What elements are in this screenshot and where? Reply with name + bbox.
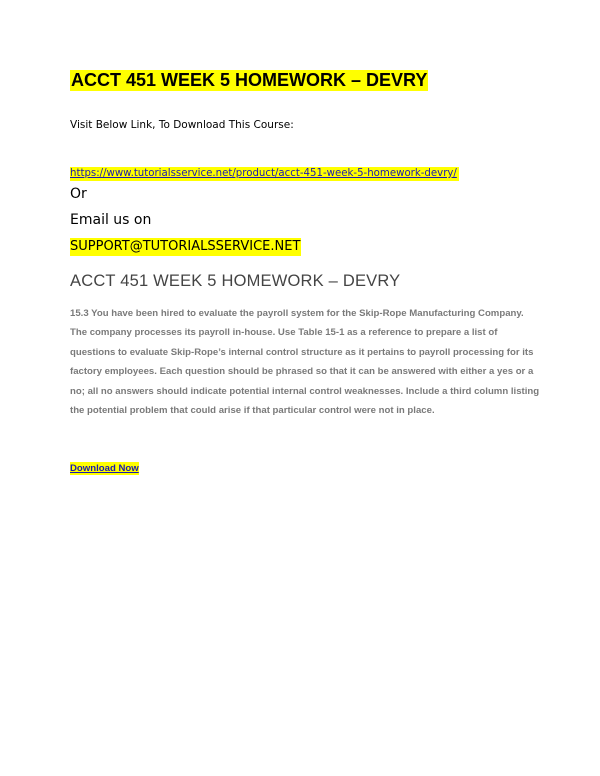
or-separator: Or xyxy=(70,186,87,202)
visit-instruction: Visit Below Link, To Download This Course: xyxy=(70,119,294,131)
support-email[interactable]: SUPPORT@TUTORIALSSERVICE.NET xyxy=(70,239,301,254)
email-us-label: Email us on xyxy=(70,212,152,228)
course-link[interactable]: https://www.tutorialsservice.net/product/acct-451-week-5-homework-devry/ xyxy=(70,168,457,179)
support-email-block xyxy=(70,237,301,256)
question-paragraph: 15.3 You have been hired to evaluate the payroll system for the Skip-Rope Manufacturing Company. The company processes its payroll in-house. Use Table 15-1 as a reference to prepare a list of questions to evaluate Skip-Rope’s internal control structure as it pertains to payroll processing for its factory employees. Each question should be phrased so that it can be answered with either a yes or a no; all no answers should indicate potential internal control weaknesses. Include a third column listing the potential problem that could arise if that particular control were not in place. xyxy=(70,308,540,417)
title-block xyxy=(70,70,428,91)
download-block xyxy=(70,458,139,476)
course-link-block xyxy=(70,163,459,181)
page-title: ACCT 451 WEEK 5 HOMEWORK – DEVRY xyxy=(71,70,428,90)
download-now-link[interactable]: Download Now xyxy=(70,463,139,474)
section-heading: ACCT 451 WEEK 5 HOMEWORK – DEVRY xyxy=(70,272,401,290)
